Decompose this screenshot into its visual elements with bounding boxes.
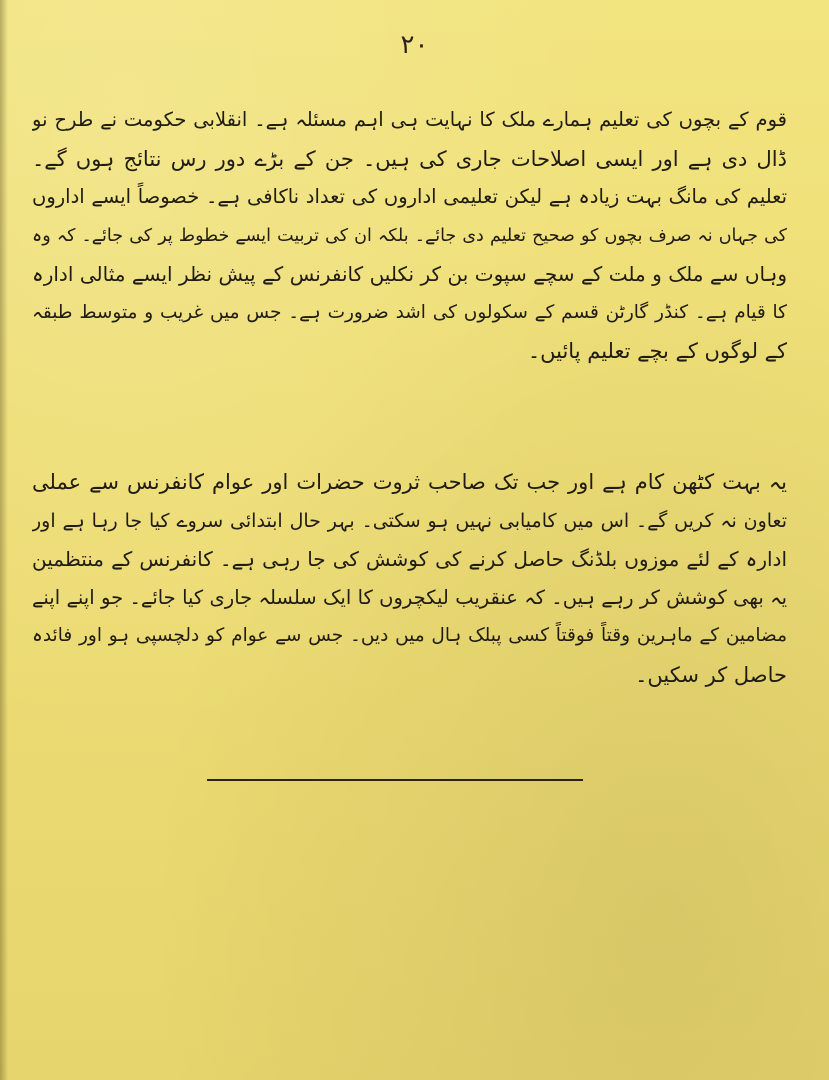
paragraph-line: مضامین کے ماہرین وقتاً فوقتاً کسی پبلک ہال میں دیں۔ جس سے عوام کو دلچسپی ہو اور فائدہ (32, 625, 787, 646)
paragraph-line: وہاں سے ملک و ملت کے سچے سپوت بن کر نکلیں کانفرنس کے پیش نظر ایسے مثالی ادارہ (32, 262, 787, 286)
paragraph-line: کا قیام ہے۔ کنڈر گارٹن قسم کے سکولوں کی اشد ضرورت ہے۔ جس میں غریب و متوسط طبقہ (32, 301, 787, 323)
paragraph-line: کے لوگوں کے بچے تعلیم پائیں۔ (527, 339, 787, 363)
paragraph-line: تعلیم کی مانگ بہت زیادہ ہے لیکن تعلیمی اداروں کی تعداد ناکافی ہے۔ خصوصاً ایسے اداروں (32, 185, 787, 208)
section-divider (207, 779, 583, 781)
paragraph-2 (32, 463, 787, 694)
paragraph-line: کی جہاں نہ صرف بچوں کو صحیح تعلیم دی جائے۔ بلکہ ان کی تربیت ایسے خطوط پر کی جائے۔ کہ وہ (32, 225, 787, 246)
paragraph-1 (32, 101, 787, 371)
paragraph-line: حاصل کر سکیں۔ (635, 662, 787, 687)
page-number: ۲۰ (400, 30, 429, 60)
paragraph-line: ڈال دی ہے اور ایسی اصلاحات جاری کی ہیں۔ جن کے بڑے دور رس نتائج ہوں گے۔ (32, 146, 787, 171)
paragraph-line: قوم کے بچوں کی تعلیم ہمارے ملک کا نہایت ہی اہم مسئلہ ہے۔ انقلابی حکومت نے طرح نو (32, 108, 787, 131)
paragraph-line: تعاون نہ کریں گے۔ اس میں کامیابی نہیں ہو سکتی۔ بہر حال ابتدائی سروے کیا جا رہا ہے اور (32, 509, 787, 532)
paragraph-line: یہ بھی کوشش کر رہے ہیں۔ کہ عنقریب لیکچروں کا ایک سلسلہ جاری کیا جائے۔ جو اپنے اپنے (32, 585, 787, 609)
paragraph-line: یہ بہت کٹھن کام ہے اور جب تک صاحب ثروت حضرات اور عوام کانفرنس سے عملی (32, 470, 787, 494)
page-binding-shadow (0, 0, 8, 1080)
paragraph-line: ادارہ کے لئے موزوں بلڈنگ حاصل کرنے کی کوشش کی جا رہی ہے۔ کانفرنس کے منتظمین (32, 547, 787, 571)
